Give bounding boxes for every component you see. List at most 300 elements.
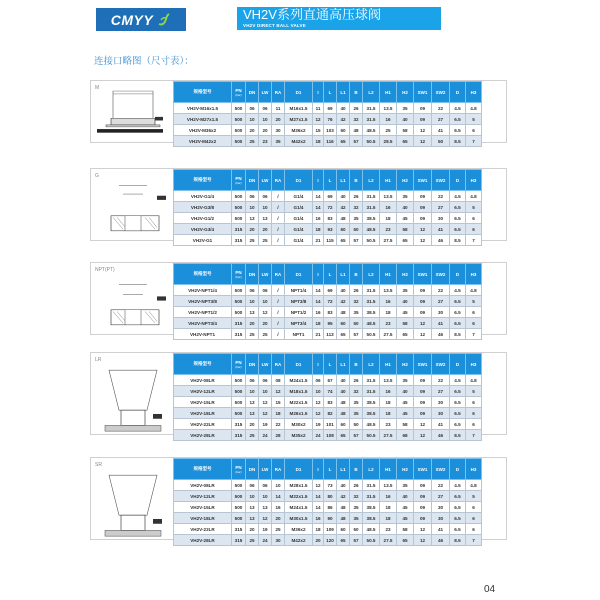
table-cell: 26 [350, 285, 363, 296]
table-cell: 30 [432, 408, 450, 419]
table-cell: VH2V-08LR [174, 375, 232, 386]
table-cell: 8.5 [450, 235, 466, 246]
table-cell: 38.5 [363, 397, 380, 408]
column-header: DN [246, 82, 259, 103]
table-cell: 5 [466, 386, 482, 397]
table-cell: 93 [324, 224, 337, 235]
column-header: L [324, 354, 337, 375]
column-header: I [313, 459, 324, 480]
table-cell: 58 [397, 224, 414, 235]
column-header: D1 [285, 264, 313, 285]
table-cell: 58 [397, 524, 414, 535]
table-row [174, 491, 482, 502]
table-cell: 06 [246, 480, 259, 491]
column-header: RA [272, 82, 285, 103]
table-cell: 65 [337, 535, 350, 546]
table-cell: 42 [337, 202, 350, 213]
spec-block-npt-pt- [90, 262, 507, 335]
table-cell: 4.5 [450, 103, 466, 114]
column-header: LW [259, 170, 272, 191]
table-cell: 7 [466, 235, 482, 246]
table-cell: 31.5 [363, 491, 380, 502]
table-cell: 31.5 [363, 103, 380, 114]
table-cell: 116 [324, 136, 337, 147]
table-cell: 6.5 [450, 114, 466, 125]
table-cell: 50 [432, 136, 450, 147]
table-cell: 14 [313, 191, 324, 202]
table-cell: 95 [324, 318, 337, 329]
table-cell: 120 [324, 535, 337, 546]
table-cell: VH2V-G1/4 [174, 191, 232, 202]
table-cell: 69 [324, 103, 337, 114]
column-header: RA [272, 264, 285, 285]
table-cell: 12 [259, 408, 272, 419]
table-cell: 41 [432, 318, 450, 329]
table-cell: 315 [232, 235, 246, 246]
table-cell: 25 [246, 136, 259, 147]
table-cell: 27.5 [380, 329, 397, 340]
table-cell: 57 [350, 329, 363, 340]
table-cell: 46 [432, 329, 450, 340]
column-header: H3 [466, 459, 482, 480]
column-header: 规格型号 [174, 459, 232, 480]
logo-swirl-icon [157, 13, 171, 27]
table-cell: 83 [324, 307, 337, 318]
table-cell: 50.5 [363, 235, 380, 246]
table-cell: 12 [313, 408, 324, 419]
table-cell: 15 [313, 125, 324, 136]
table-cell: 60 [337, 318, 350, 329]
table-row [174, 419, 482, 430]
table-cell: 101 [324, 419, 337, 430]
table-cell: 09 [414, 408, 432, 419]
table-cell: 10 [259, 296, 272, 307]
column-header: L2 [363, 264, 380, 285]
table-cell: 23 [380, 524, 397, 535]
table-cell: 12 [414, 430, 432, 441]
table-cell: VH2V-28LR [174, 535, 232, 546]
column-header: I [313, 354, 324, 375]
table-cell: 500 [232, 502, 246, 513]
table-cell: 12 [259, 397, 272, 408]
table-cell: 38.5 [363, 408, 380, 419]
table-cell: 6.5 [450, 513, 466, 524]
table-cell: M16x1.5 [285, 103, 313, 114]
page-number: 04 [484, 584, 496, 595]
column-header: LW [259, 264, 272, 285]
table-cell: 48 [337, 397, 350, 408]
table-cell: 40 [337, 285, 350, 296]
table-cell: M22x1.5 [285, 397, 313, 408]
table-cell: G1/4 [285, 202, 313, 213]
table-cell: / [272, 318, 285, 329]
table-cell: 40 [337, 480, 350, 491]
table-cell: 38.5 [363, 213, 380, 224]
table-cell: 42 [337, 491, 350, 502]
table-cell: 4.5 [450, 191, 466, 202]
column-header: 规格型号 [174, 170, 232, 191]
column-header: SW1 [414, 264, 432, 285]
table-cell: VH2V-G1/2 [174, 213, 232, 224]
table-cell: 48.5 [363, 318, 380, 329]
table-cell: 7 [466, 136, 482, 147]
table-cell: 22 [432, 480, 450, 491]
table-cell: 48.5 [363, 125, 380, 136]
table-cell: 5 [466, 114, 482, 125]
table-cell: 20 [259, 125, 272, 136]
table-cell: 28 [272, 430, 285, 441]
table-cell: 32 [350, 296, 363, 307]
table-cell: 500 [232, 397, 246, 408]
table-cell: 42 [337, 296, 350, 307]
table-cell: 14 [272, 491, 285, 502]
table-cell: 12 [313, 397, 324, 408]
table-cell: 18 [380, 397, 397, 408]
column-header: D [450, 459, 466, 480]
table-cell: 6 [466, 419, 482, 430]
table-cell: 23 [380, 419, 397, 430]
table-cell: 500 [232, 513, 246, 524]
table-cell: 65 [337, 136, 350, 147]
column-header: DN [246, 170, 259, 191]
table-cell: G1/4 [285, 213, 313, 224]
diagram-label: NPT(PT) [95, 267, 115, 273]
table-cell: 60 [337, 224, 350, 235]
table-cell: 35 [397, 285, 414, 296]
table-cell: 7 [466, 535, 482, 546]
table-cell: M30x1.5 [285, 513, 313, 524]
table-row [174, 408, 482, 419]
table-cell: 68 [397, 430, 414, 441]
table-cell: 500 [232, 408, 246, 419]
table-cell: 22 [272, 419, 285, 430]
table-cell: 13 [246, 397, 259, 408]
table-cell: 50 [350, 224, 363, 235]
table-cell: 20 [246, 125, 259, 136]
table-cell: 13 [246, 513, 259, 524]
table-cell: 65 [337, 430, 350, 441]
table-cell: 46 [432, 430, 450, 441]
table-cell: 12 [414, 235, 432, 246]
table-cell: 12 [414, 524, 432, 535]
connection-diagram [91, 353, 173, 434]
table-cell: 22 [432, 191, 450, 202]
table-cell: 24 [259, 535, 272, 546]
table-cell: 35 [397, 191, 414, 202]
table-cell: 76 [324, 114, 337, 125]
table-cell: NPT1/4 [285, 285, 313, 296]
table-cell: 500 [232, 191, 246, 202]
table-cell: M24x1.5 [285, 375, 313, 386]
table-cell: 11 [272, 103, 285, 114]
column-header: L [324, 264, 337, 285]
table-cell: 50 [350, 318, 363, 329]
connection-diagram [91, 263, 173, 334]
table-cell: 60 [337, 524, 350, 535]
table-cell: 13.5 [380, 103, 397, 114]
table-cell: 12 [414, 136, 432, 147]
table-cell: 12 [272, 386, 285, 397]
table-cell: 31.5 [363, 191, 380, 202]
table-cell: 16 [272, 502, 285, 513]
table-cell: 315 [232, 318, 246, 329]
table-cell: 06 [259, 191, 272, 202]
column-header: H1 [380, 82, 397, 103]
table-cell: 48.5 [363, 524, 380, 535]
table-cell: 20 [246, 524, 259, 535]
table-cell: VH2V-NPT3/8 [174, 296, 232, 307]
table-cell: 6 [466, 213, 482, 224]
brand-logo [96, 8, 186, 31]
table-cell: 12 [414, 329, 432, 340]
table-cell: 500 [232, 386, 246, 397]
table-cell: 8.5 [450, 430, 466, 441]
table-row [174, 296, 482, 307]
table-cell: 13 [246, 502, 259, 513]
column-header: PN (bar) [232, 170, 246, 191]
table-cell: 48.5 [363, 419, 380, 430]
table-cell: 14 [313, 502, 324, 513]
table-cell: / [272, 329, 285, 340]
table-cell: 31.5 [363, 386, 380, 397]
table-cell: 10 [313, 386, 324, 397]
column-header: RA [272, 170, 285, 191]
table-cell: 20 [272, 513, 285, 524]
table-cell: 06 [246, 103, 259, 114]
table-cell: 21 [313, 235, 324, 246]
table-cell: 10 [246, 386, 259, 397]
table-cell: 31.5 [363, 480, 380, 491]
table-cell: 6 [466, 524, 482, 535]
table-cell: 30 [432, 513, 450, 524]
table-cell: 09 [414, 202, 432, 213]
table-cell: 25 [246, 430, 259, 441]
column-header: I [313, 264, 324, 285]
column-header: D1 [285, 82, 313, 103]
table-cell: 06 [259, 480, 272, 491]
table-cell: 22 [432, 103, 450, 114]
table-cell: G1/4 [285, 235, 313, 246]
column-header: B [350, 459, 363, 480]
column-header: D [450, 170, 466, 191]
table-row [174, 524, 482, 535]
table-cell: 24 [313, 430, 324, 441]
column-header: L [324, 82, 337, 103]
table-cell: 45 [397, 397, 414, 408]
table-cell: 41 [432, 125, 450, 136]
table-cell: 6.5 [450, 491, 466, 502]
table-cell: 18 [380, 502, 397, 513]
table-cell: 500 [232, 307, 246, 318]
table-cell: M18x1.5 [285, 386, 313, 397]
table-cell: 5 [466, 202, 482, 213]
spec-table [173, 169, 482, 246]
table-cell: 315 [232, 419, 246, 430]
table-cell: 50.5 [363, 136, 380, 147]
spec-table [173, 263, 482, 340]
table-cell: 35 [350, 502, 363, 513]
table-cell: 315 [232, 524, 246, 535]
table-row [174, 103, 482, 114]
table-cell: VH2V-M36x2 [174, 125, 232, 136]
table-cell: 20 [259, 318, 272, 329]
table-row [174, 224, 482, 235]
table-cell: 24 [259, 430, 272, 441]
table-cell: 12 [259, 307, 272, 318]
spec-block-g [90, 168, 507, 241]
table-cell: 73 [324, 480, 337, 491]
table-cell: NPT1 [285, 329, 313, 340]
table-cell: 09 [414, 296, 432, 307]
table-cell: 48 [337, 213, 350, 224]
table-cell: 09 [414, 191, 432, 202]
table-cell: 500 [232, 114, 246, 125]
table-cell: 30 [272, 125, 285, 136]
table-cell: 06 [259, 375, 272, 386]
table-cell: 65 [397, 329, 414, 340]
column-header: 规格型号 [174, 82, 232, 103]
table-cell: 12 [414, 535, 432, 546]
table-cell: / [272, 224, 285, 235]
table-cell: 32 [350, 491, 363, 502]
table-cell: 28.5 [380, 136, 397, 147]
connection-diagram [91, 458, 173, 539]
table-cell: VH2V-12LR [174, 491, 232, 502]
table-cell: 10 [259, 386, 272, 397]
table-cell: 315 [232, 430, 246, 441]
table-cell: M42x2 [285, 136, 313, 147]
column-header: L2 [363, 170, 380, 191]
table-cell: 09 [414, 103, 432, 114]
table-cell: 82 [324, 408, 337, 419]
table-cell: 50 [350, 419, 363, 430]
column-header: 规格型号 [174, 264, 232, 285]
table-cell: 7 [466, 430, 482, 441]
spec-table [173, 81, 482, 147]
table-cell: 13.5 [380, 191, 397, 202]
table-cell: / [272, 235, 285, 246]
table-cell: 65 [397, 235, 414, 246]
column-header: SW2 [432, 264, 450, 285]
table-row [174, 125, 482, 136]
table-cell: 09 [414, 114, 432, 125]
table-cell: 09 [414, 307, 432, 318]
table-cell: 72 [324, 296, 337, 307]
table-cell: 12 [313, 480, 324, 491]
table-cell: 35 [350, 397, 363, 408]
table-cell: 31.5 [363, 296, 380, 307]
table-cell: NPT1/2 [285, 307, 313, 318]
column-header: SW2 [432, 459, 450, 480]
table-cell: 23 [259, 136, 272, 147]
table-cell: 7 [466, 329, 482, 340]
column-header: I [313, 82, 324, 103]
table-cell: 27 [432, 202, 450, 213]
table-cell: 12 [259, 513, 272, 524]
table-cell: 58 [397, 318, 414, 329]
table-cell: 67 [324, 375, 337, 386]
table-cell: 86 [324, 502, 337, 513]
column-header: DN [246, 264, 259, 285]
column-header: H1 [380, 459, 397, 480]
table-cell: 4.5 [450, 375, 466, 386]
table-cell: 10 [259, 491, 272, 502]
table-cell: 18 [313, 136, 324, 147]
column-header: H3 [466, 354, 482, 375]
table-cell: 74 [324, 386, 337, 397]
table-cell: 69 [324, 191, 337, 202]
table-cell: 08 [272, 375, 285, 386]
table-cell: 22 [432, 285, 450, 296]
table-cell: 31.5 [363, 114, 380, 125]
table-cell: 19 [259, 524, 272, 535]
table-cell: 500 [232, 375, 246, 386]
table-cell: 10 [246, 491, 259, 502]
table-cell: 115 [324, 235, 337, 246]
table-cell: 09 [414, 285, 432, 296]
logo-text: CMYY [110, 11, 154, 28]
table-cell: 16 [380, 296, 397, 307]
table-cell: 32 [350, 114, 363, 125]
table-cell: 14 [313, 285, 324, 296]
table-cell: 8.5 [450, 535, 466, 546]
table-cell: M36x2 [285, 125, 313, 136]
table-cell: 45 [397, 307, 414, 318]
table-cell: 31.5 [363, 202, 380, 213]
table-row [174, 375, 482, 386]
table-cell: M35x2 [285, 430, 313, 441]
column-header: L [324, 459, 337, 480]
table-cell: 22 [432, 375, 450, 386]
table-cell: VH2V-NPT1/4 [174, 285, 232, 296]
table-cell: 45 [397, 513, 414, 524]
table-cell: 19 [313, 419, 324, 430]
column-header: B [350, 170, 363, 191]
table-cell: 41 [432, 224, 450, 235]
table-cell: 16 [380, 386, 397, 397]
table-cell: VH2V-G3/8 [174, 202, 232, 213]
table-cell: 35 [397, 375, 414, 386]
column-header: RA [272, 354, 285, 375]
table-cell: 4.8 [466, 285, 482, 296]
table-cell: 30 [272, 535, 285, 546]
table-cell: 6 [466, 318, 482, 329]
table-cell: 35 [350, 213, 363, 224]
table-cell: VH2V-22LR [174, 524, 232, 535]
table-cell: 6.5 [450, 224, 466, 235]
column-header: DN [246, 459, 259, 480]
table-cell: 500 [232, 213, 246, 224]
table-cell: 09 [414, 502, 432, 513]
table-cell: 41 [432, 524, 450, 535]
table-cell: 4.5 [450, 285, 466, 296]
column-header: H3 [466, 170, 482, 191]
column-header: B [350, 354, 363, 375]
table-cell: 40 [397, 491, 414, 502]
column-header: LW [259, 459, 272, 480]
table-cell: 6 [466, 408, 482, 419]
table-cell: 113 [324, 329, 337, 340]
table-cell: 13 [246, 213, 259, 224]
table-cell: 09 [414, 491, 432, 502]
table-cell: 13.5 [380, 480, 397, 491]
table-cell: 23 [380, 318, 397, 329]
page-subtitle: VH2V DIRECT BALL VALVE [243, 23, 306, 28]
table-cell: 108 [324, 430, 337, 441]
table-cell: 6 [466, 502, 482, 513]
table-cell: 40 [337, 386, 350, 397]
column-header: LW [259, 354, 272, 375]
